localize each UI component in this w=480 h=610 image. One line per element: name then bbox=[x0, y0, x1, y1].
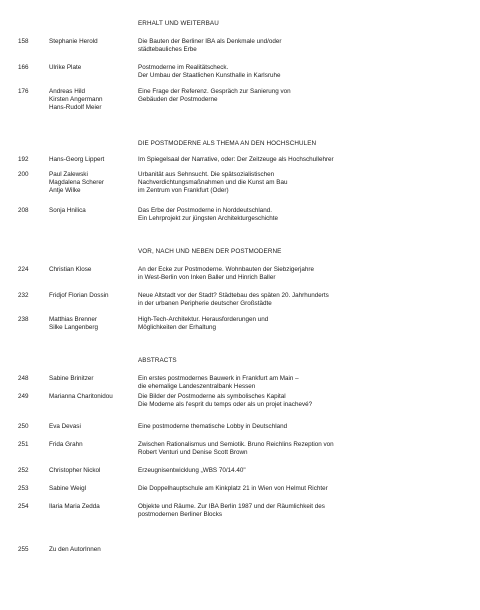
title-line: Die Moderne als l'esprit du temps oder als un projet inachevé? bbox=[138, 401, 313, 408]
page-number: 252 bbox=[18, 467, 29, 474]
title-line: Nachverdichtungsmaßnahmen und die Kunst am Bau bbox=[138, 179, 288, 186]
title-line: Eine Frage der Referenz. Gespräch zur Sanierung von bbox=[138, 88, 291, 95]
title-line: Ein Lehrprojekt zur jüngsten Architekturgeschichte bbox=[138, 215, 279, 222]
entry-title bbox=[138, 485, 328, 493]
entry-authors bbox=[49, 316, 98, 332]
entry-authors bbox=[49, 441, 83, 449]
entry-title bbox=[138, 292, 329, 308]
page-number: 238 bbox=[18, 316, 29, 323]
title-line: Möglichkeiten der Erhaltung bbox=[138, 324, 217, 331]
author-name: Christopher Nickol bbox=[49, 467, 101, 474]
section-heading: ERHALT UND WEITERBAU bbox=[138, 20, 219, 27]
entry-authors bbox=[49, 88, 103, 112]
entry-title bbox=[138, 88, 291, 104]
author-name: Kirsten Angermann bbox=[49, 96, 103, 103]
title-line: Gebäuden der Postmoderne bbox=[138, 96, 218, 103]
page-number: 251 bbox=[18, 441, 29, 448]
title-line: im Zentrum von Frankfurt (Oder) bbox=[138, 187, 229, 194]
page-number: 250 bbox=[18, 423, 29, 430]
entry-title bbox=[138, 375, 299, 391]
title-line: die ehemalige Landeszentralbank Hessen bbox=[138, 383, 256, 390]
title-line: Neue Altstadt vor der Stadt? Städtebau des späten 20. Jahrhunderts bbox=[138, 292, 329, 299]
entry-authors bbox=[49, 292, 109, 300]
section-heading: ABSTRACTS bbox=[138, 357, 177, 364]
entry-title bbox=[138, 266, 314, 282]
page-number: 253 bbox=[18, 485, 29, 492]
entry-title bbox=[138, 423, 287, 431]
title-line: in West-Berlin von Inken Baller und Hinrich Baller bbox=[138, 274, 276, 281]
title-line: Postmoderne im Realitätscheck. bbox=[138, 64, 229, 71]
entry-title bbox=[138, 171, 287, 195]
entry-authors bbox=[49, 171, 104, 195]
entry-authors bbox=[49, 64, 81, 72]
title-line: Zwischen Rationalismus und Semiotik. Bruno Reichlins Rezeption von bbox=[138, 441, 334, 448]
entry-authors bbox=[49, 467, 100, 475]
page-number: 176 bbox=[18, 88, 29, 95]
title-line: postmodernen Berliner Blocks bbox=[138, 511, 222, 518]
page-number: 200 bbox=[18, 171, 29, 178]
entry-authors bbox=[49, 423, 81, 431]
author-name: Sabine Brinitzer bbox=[49, 375, 94, 382]
section-heading: VOR, NACH UND NEBEN DER POSTMODERNE bbox=[138, 248, 282, 255]
entry-authors bbox=[49, 485, 86, 493]
entry-title bbox=[138, 207, 278, 223]
author-name: Hans-Rudolf Meier bbox=[49, 104, 102, 111]
author-name: Stephanie Herold bbox=[49, 38, 98, 45]
page-number: 248 bbox=[18, 375, 29, 382]
page-number: 192 bbox=[18, 156, 29, 163]
entry-label: Zu den AutorInnen bbox=[49, 546, 101, 553]
entry-title bbox=[138, 441, 334, 457]
author-name: Christian Klose bbox=[49, 266, 92, 273]
author-name: Antje Wilke bbox=[49, 187, 81, 194]
title-line: in der urbanen Peripherie deutscher Großstädte bbox=[138, 300, 272, 307]
author-name: Ulrike Plate bbox=[49, 64, 82, 71]
title-line: High-Tech-Architektur. Herausforderungen und bbox=[138, 316, 269, 323]
title-line: Im Spiegelsaal der Narrative, oder: Der Zeitzeuge als Hochschullehrer bbox=[138, 156, 334, 163]
title-line: Eine postmoderne thematische Lobby in Deutschland bbox=[138, 423, 288, 430]
author-name: Sonja Hnilica bbox=[49, 207, 86, 214]
title-line: Das Erbe der Postmoderne in Norddeutschland. bbox=[138, 207, 273, 214]
entry-authors bbox=[49, 503, 100, 511]
author-name: Fridjof Florian Dossin bbox=[49, 292, 109, 299]
title-line: Objekte und Räume. Zur IBA Berlin 1987 und der Räumlichkeit des bbox=[138, 503, 325, 510]
title-line: Robert Venturi und Denise Scott Brown bbox=[138, 449, 248, 456]
entry-authors bbox=[49, 207, 86, 215]
page-number: 208 bbox=[18, 207, 29, 214]
author-name: Silke Langenberg bbox=[49, 324, 99, 331]
page-number: 232 bbox=[18, 292, 29, 299]
page-number: 254 bbox=[18, 503, 29, 510]
title-line: Die Bauten der Berliner IBA als Denkmale und/oder bbox=[138, 38, 282, 45]
page-number: 166 bbox=[18, 64, 29, 71]
page-number: 249 bbox=[18, 393, 29, 400]
entry-authors bbox=[49, 266, 91, 274]
title-line: Urbanität aus Sehnsucht. Die spätsozialistischen bbox=[138, 171, 275, 178]
entry-title bbox=[138, 467, 246, 475]
page-number: 255 bbox=[18, 546, 29, 553]
entry-title bbox=[138, 316, 268, 332]
author-name: Magdalena Scherer bbox=[49, 179, 104, 186]
page-number: 224 bbox=[18, 266, 29, 273]
author-name: Eva Devasi bbox=[49, 423, 81, 430]
entry-title bbox=[138, 393, 312, 409]
title-line: Ein erstes postmodernes Bauwerk in Frankfurt am Main – bbox=[138, 375, 299, 382]
author-name: Hans-Georg Lippert bbox=[49, 156, 105, 163]
entry-authors bbox=[49, 393, 113, 401]
author-name: Andreas Hild bbox=[49, 88, 86, 95]
author-name: Frida Grahn bbox=[49, 441, 83, 448]
title-line: Die Bilder der Postmoderne als symbolisches Kapital bbox=[138, 393, 286, 400]
section-heading: DIE POSTMODERNE ALS THEMA AN DEN HOCHSCHULEN bbox=[138, 140, 317, 147]
title-line: städtebauliches Erbe bbox=[138, 46, 197, 53]
entry-title bbox=[138, 503, 325, 519]
entry-authors bbox=[49, 38, 98, 46]
title-line: Die Doppelhauptschule am Kinkplatz 21 in Wien von Helmut Richter bbox=[138, 485, 328, 492]
author-name: Matthias Brenner bbox=[49, 316, 97, 323]
title-line: Erzeugnisentwicklung „WBS 70/14.40" bbox=[138, 467, 246, 474]
author-name: Sabine Weigl bbox=[49, 485, 86, 492]
author-name: Marianna Charitonidou bbox=[49, 393, 113, 400]
entry-title bbox=[138, 64, 280, 80]
title-line: Der Umbau der Staatlichen Kunsthalle in Karlsruhe bbox=[138, 72, 281, 79]
author-name: Ilaria Maria Zedda bbox=[49, 503, 100, 510]
author-name: Paul Zalewski bbox=[49, 171, 88, 178]
title-line: An der Ecke zur Postmoderne. Wohnbauten der Siebzigerjahre bbox=[138, 266, 314, 273]
entry-authors bbox=[49, 375, 93, 383]
page-number: 158 bbox=[18, 38, 29, 45]
entry-authors bbox=[49, 156, 104, 164]
entry-title bbox=[138, 38, 282, 54]
entry-title bbox=[138, 156, 334, 164]
